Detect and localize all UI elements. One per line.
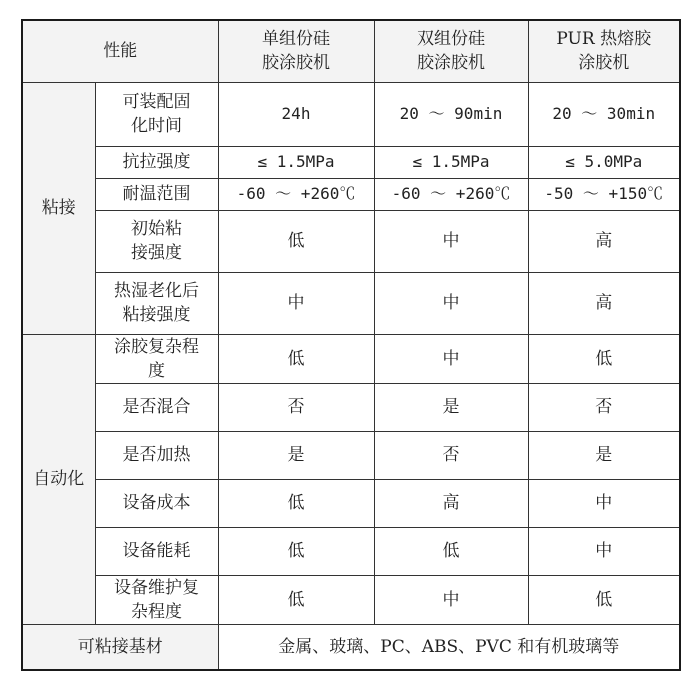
header-row <box>22 20 680 82</box>
row-label: 设备维护复 杂程度 <box>95 575 218 624</box>
cell-value: 是 <box>374 383 528 431</box>
cell-value: 中 <box>528 479 680 527</box>
cell-value: 低 <box>374 527 528 575</box>
footer-label: 可粘接基材 <box>22 624 218 670</box>
cell-value: 中 <box>374 210 528 272</box>
cell-value: 是 <box>528 431 680 479</box>
footer-row <box>22 624 680 670</box>
comparison-table <box>21 19 681 671</box>
cell-value: -60 ～ +260℃ <box>374 178 528 210</box>
cell-value: 否 <box>218 383 374 431</box>
table-row <box>22 479 680 527</box>
table-row <box>22 210 680 272</box>
cell-value: 中 <box>374 575 528 624</box>
cell-value: 低 <box>218 575 374 624</box>
table-row <box>22 575 680 624</box>
row-label: 设备能耗 <box>95 527 218 575</box>
cell-value: ≤ 1.5MPa <box>374 146 528 178</box>
row-label: 抗拉强度 <box>95 146 218 178</box>
table-row <box>22 527 680 575</box>
header-property: 性能 <box>22 20 218 82</box>
cell-value: ≤ 1.5MPa <box>218 146 374 178</box>
row-label: 是否混合 <box>95 383 218 431</box>
cell-value: 高 <box>528 210 680 272</box>
header-two-component-silicone: 双组份硅 胶涂胶机 <box>374 20 528 82</box>
cell-value: 高 <box>374 479 528 527</box>
footer-value: 金属、玻璃、PC、ABS、PVC 和有机玻璃等 <box>218 624 680 670</box>
table-row <box>22 431 680 479</box>
cell-value: 低 <box>528 334 680 383</box>
cell-value: -60 ～ +260℃ <box>218 178 374 210</box>
row-label: 可装配固 化时间 <box>95 82 218 146</box>
cell-value: 是 <box>218 431 374 479</box>
header-single-component-silicone: 单组份硅 胶涂胶机 <box>218 20 374 82</box>
table-row <box>22 82 680 146</box>
cell-value: 中 <box>374 272 528 334</box>
table-row <box>22 146 680 178</box>
table-row <box>22 272 680 334</box>
cell-value: ≤ 5.0MPa <box>528 146 680 178</box>
group-label-bonding: 粘接 <box>22 82 95 334</box>
cell-value: 否 <box>374 431 528 479</box>
row-label: 设备成本 <box>95 479 218 527</box>
table-row <box>22 334 680 383</box>
cell-value: 低 <box>218 527 374 575</box>
row-label: 涂胶复杂程 度 <box>95 334 218 383</box>
row-label: 初始粘 接强度 <box>95 210 218 272</box>
group-label-automation: 自动化 <box>22 334 95 624</box>
cell-value: 中 <box>528 527 680 575</box>
cell-value: 高 <box>528 272 680 334</box>
table-row <box>22 383 680 431</box>
cell-value: 20 ～ 30min <box>528 82 680 146</box>
cell-value: 低 <box>218 479 374 527</box>
cell-value: 否 <box>528 383 680 431</box>
cell-value: 低 <box>528 575 680 624</box>
cell-value: 中 <box>374 334 528 383</box>
row-label: 热湿老化后 粘接强度 <box>95 272 218 334</box>
cell-value: 24h <box>218 82 374 146</box>
row-label: 耐温范围 <box>95 178 218 210</box>
cell-value: -50 ～ +150℃ <box>528 178 680 210</box>
cell-value: 20 ～ 90min <box>374 82 528 146</box>
header-pur-hotmelt: PUR 热熔胶 涂胶机 <box>528 20 680 82</box>
cell-value: 中 <box>218 272 374 334</box>
row-label: 是否加热 <box>95 431 218 479</box>
cell-value: 低 <box>218 210 374 272</box>
cell-value: 低 <box>218 334 374 383</box>
table-row <box>22 178 680 210</box>
